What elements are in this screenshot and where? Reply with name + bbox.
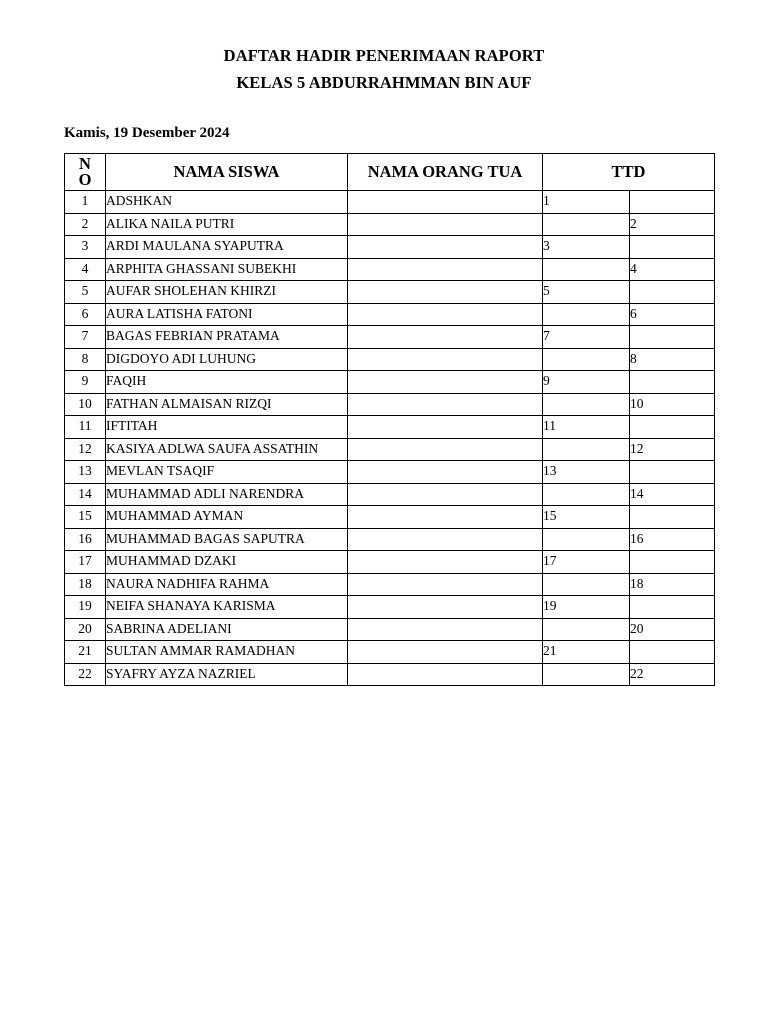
- student-name: ARPHITA GHASSANI SUBEKHI: [106, 258, 348, 281]
- signature-cell-left: 9: [543, 371, 630, 394]
- table-row: [65, 303, 715, 326]
- parent-name: [348, 348, 543, 371]
- parent-name: [348, 326, 543, 349]
- student-name: ADSHKAN: [106, 191, 348, 214]
- signature-cell-left: [543, 393, 630, 416]
- table-row: [65, 663, 715, 686]
- table-row: [65, 348, 715, 371]
- event-date: Kamis, 19 Desember 2024: [64, 125, 230, 141]
- student-name: FAQIH: [106, 371, 348, 394]
- table-body: [65, 191, 715, 686]
- signature-cell-right: 10: [630, 393, 715, 416]
- student-name: FATHAN ALMAISAN RIZQI: [106, 393, 348, 416]
- table-row: [65, 281, 715, 304]
- student-name: BAGAS FEBRIAN PRATAMA: [106, 326, 348, 349]
- row-number: 8: [65, 348, 106, 371]
- signature-cell-left: 11: [543, 416, 630, 439]
- row-number: 7: [65, 326, 106, 349]
- row-number: 15: [65, 506, 106, 529]
- signature-cell-left: 1: [543, 191, 630, 214]
- signature-cell-right: [630, 191, 715, 214]
- row-number: 11: [65, 416, 106, 439]
- signature-cell-right: [630, 416, 715, 439]
- student-name: MUHAMMAD ADLI NARENDRA: [106, 483, 348, 506]
- header-no: [65, 154, 106, 191]
- signature-cell-left: [543, 438, 630, 461]
- row-number: 10: [65, 393, 106, 416]
- signature-cell-left: [543, 573, 630, 596]
- signature-cell-left: 21: [543, 641, 630, 664]
- signature-cell-left: 13: [543, 461, 630, 484]
- parent-name: [348, 663, 543, 686]
- student-name: MUHAMMAD AYMAN: [106, 506, 348, 529]
- row-number: 3: [65, 236, 106, 259]
- student-name: AURA LATISHA FATONI: [106, 303, 348, 326]
- table-row: [65, 371, 715, 394]
- table-row: [65, 641, 715, 664]
- signature-cell-right: [630, 641, 715, 664]
- signature-cell-right: [630, 461, 715, 484]
- parent-name: [348, 236, 543, 259]
- parent-name: [348, 371, 543, 394]
- table-row: [65, 213, 715, 236]
- table-row: [65, 573, 715, 596]
- table-row: [65, 191, 715, 214]
- table-row: [65, 551, 715, 574]
- parent-name: [348, 213, 543, 236]
- student-name: SULTAN AMMAR RAMADHAN: [106, 641, 348, 664]
- student-name: IFTITAH: [106, 416, 348, 439]
- signature-cell-right: 18: [630, 573, 715, 596]
- signature-cell-left: 5: [543, 281, 630, 304]
- signature-cell-right: [630, 506, 715, 529]
- table-header-row: [65, 154, 715, 191]
- table-row: [65, 393, 715, 416]
- table-row: [65, 528, 715, 551]
- row-number: 22: [65, 663, 106, 686]
- signature-cell-right: 4: [630, 258, 715, 281]
- table-row: [65, 483, 715, 506]
- document-title: DAFTAR HADIR PENERIMAAN RAPORT: [223, 46, 545, 65]
- signature-cell-left: [543, 483, 630, 506]
- table-row: [65, 258, 715, 281]
- row-number: 4: [65, 258, 106, 281]
- parent-name: [348, 303, 543, 326]
- parent-name: [348, 393, 543, 416]
- signature-cell-left: [543, 213, 630, 236]
- signature-cell-left: 3: [543, 236, 630, 259]
- signature-cell-right: [630, 551, 715, 574]
- signature-cell-right: 2: [630, 213, 715, 236]
- signature-cell-right: 6: [630, 303, 715, 326]
- attendance-table: [64, 153, 715, 686]
- signature-cell-right: 8: [630, 348, 715, 371]
- signature-cell-left: [543, 528, 630, 551]
- signature-cell-left: [543, 303, 630, 326]
- signature-cell-left: 17: [543, 551, 630, 574]
- parent-name: [348, 258, 543, 281]
- signature-cell-right: [630, 236, 715, 259]
- document-subtitle: KELAS 5 ABDURRAHMMAN BIN AUF: [236, 73, 532, 92]
- row-number: 19: [65, 596, 106, 619]
- parent-name: [348, 191, 543, 214]
- signature-cell-right: [630, 596, 715, 619]
- student-name: MUHAMMAD DZAKI: [106, 551, 348, 574]
- student-name: AUFAR SHOLEHAN KHIRZI: [106, 281, 348, 304]
- student-name: NAURA NADHIFA RAHMA: [106, 573, 348, 596]
- signature-cell-left: 19: [543, 596, 630, 619]
- parent-name: [348, 596, 543, 619]
- parent-name: [348, 528, 543, 551]
- parent-name: [348, 551, 543, 574]
- student-name: MEVLAN TSAQIF: [106, 461, 348, 484]
- parent-name: [348, 573, 543, 596]
- row-number: 16: [65, 528, 106, 551]
- table-row: [65, 506, 715, 529]
- student-name: SYAFRY AYZA NAZRIEL: [106, 663, 348, 686]
- table-row: [65, 618, 715, 641]
- table-row: [65, 236, 715, 259]
- signature-cell-right: 20: [630, 618, 715, 641]
- table-row: [65, 416, 715, 439]
- parent-name: [348, 506, 543, 529]
- signature-cell-left: [543, 663, 630, 686]
- table-row: [65, 461, 715, 484]
- student-name: KASIYA ADLWA SAUFA ASSATHIN: [106, 438, 348, 461]
- row-number: 14: [65, 483, 106, 506]
- header-nama-orang-tua: NAMA ORANG TUA: [348, 154, 543, 191]
- table-row: [65, 326, 715, 349]
- parent-name: [348, 483, 543, 506]
- table-row: [65, 596, 715, 619]
- student-name: ALIKA NAILA PUTRI: [106, 213, 348, 236]
- parent-name: [348, 618, 543, 641]
- signature-cell-right: 14: [630, 483, 715, 506]
- student-name: SABRINA ADELIANI: [106, 618, 348, 641]
- signature-cell-left: [543, 618, 630, 641]
- student-name: DIGDOYO ADI LUHUNG: [106, 348, 348, 371]
- parent-name: [348, 461, 543, 484]
- student-name: MUHAMMAD BAGAS SAPUTRA: [106, 528, 348, 551]
- row-number: 5: [65, 281, 106, 304]
- signature-cell-left: [543, 258, 630, 281]
- student-name: NEIFA SHANAYA KARISMA: [106, 596, 348, 619]
- signature-cell-right: [630, 371, 715, 394]
- parent-name: [348, 281, 543, 304]
- row-number: 20: [65, 618, 106, 641]
- signature-cell-right: [630, 326, 715, 349]
- signature-cell-left: 15: [543, 506, 630, 529]
- header-no-line1: N: [79, 154, 91, 173]
- table-row: [65, 438, 715, 461]
- row-number: 13: [65, 461, 106, 484]
- row-number: 18: [65, 573, 106, 596]
- parent-name: [348, 416, 543, 439]
- header-nama-siswa: NAMA SISWA: [106, 154, 348, 191]
- row-number: 1: [65, 191, 106, 214]
- header-no-line2: O: [78, 170, 92, 189]
- parent-name: [348, 438, 543, 461]
- signature-cell-right: 16: [630, 528, 715, 551]
- signature-cell-right: [630, 281, 715, 304]
- row-number: 12: [65, 438, 106, 461]
- row-number: 9: [65, 371, 106, 394]
- row-number: 17: [65, 551, 106, 574]
- signature-cell-left: [543, 348, 630, 371]
- student-name: ARDI MAULANA SYAPUTRA: [106, 236, 348, 259]
- header-ttd: TTD: [543, 154, 715, 191]
- parent-name: [348, 641, 543, 664]
- row-number: 21: [65, 641, 106, 664]
- signature-cell-right: 22: [630, 663, 715, 686]
- signature-cell-right: 12: [630, 438, 715, 461]
- row-number: 2: [65, 213, 106, 236]
- row-number: 6: [65, 303, 106, 326]
- signature-cell-left: 7: [543, 326, 630, 349]
